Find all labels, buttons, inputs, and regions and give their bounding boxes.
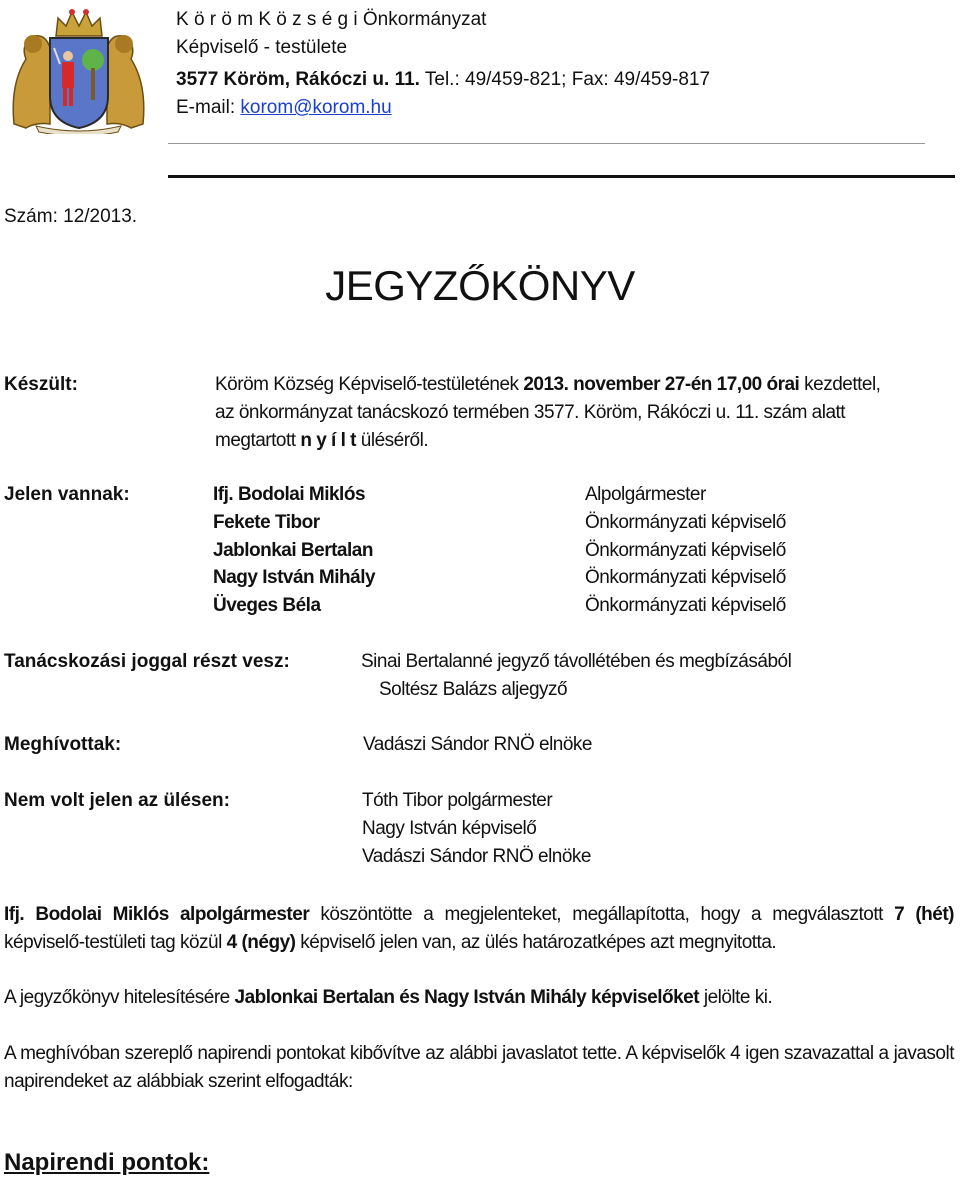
p1-text-b: köszöntötte a megjelenteket, megállapította, hogy a megválasztott (309, 904, 895, 925)
paragraph-agenda-vote: A meghívóban szereplő napirendi pontokat kibővítve az alábbi javaslatot tette. A képviselők 4 igen szavazattal a javasolt napirendeket az alábbiak szerint elfogadták: (4, 1043, 954, 1092)
p2-text-c: jelölte ki. (699, 987, 773, 1008)
meeting-datetime: 2013. november 27-én 17,00 órai (523, 374, 800, 395)
absent-item: Nagy István képviselő (362, 818, 537, 839)
absent-item: Tóth Tibor polgármester (362, 790, 553, 811)
p2-text-a: A jegyzőkönyv hitelesítésére (4, 987, 235, 1008)
agenda-heading: Napirendi pontok: (4, 1149, 210, 1176)
absent-item: Vadászi Sándor RNÖ elnöke (362, 846, 591, 867)
meeting-type: n y í l t (300, 430, 357, 451)
email-link[interactable]: korom@korom.hu (240, 97, 392, 118)
p1-bold-a: Ifj. Bodolai Miklós alpolgármester (4, 904, 310, 925)
document-title: JEGYZŐKÖNYV (325, 262, 635, 309)
keszult-line-1 (215, 374, 880, 396)
keszult-line-3 (215, 430, 428, 452)
member-name: Üveges Béla (213, 595, 321, 616)
nemvolt-label: Nem volt jelen az ülésen: (4, 790, 230, 811)
p1-bold-e: 4 (négy) (226, 932, 296, 953)
keszult-line-3b: üléséről. (356, 430, 429, 451)
tanacskozasi-line-2: Soltész Balázs aljegyző (379, 679, 568, 700)
meghivottak-label: Meghívottak: (4, 734, 122, 755)
jelen-label: Jelen vannak: (4, 484, 130, 505)
letterhead-email (176, 94, 392, 122)
member-name: Ifj. Bodolai Miklós (213, 484, 366, 505)
keszult-line-1b: kezdettel, (799, 374, 881, 395)
address-bold: 3577 Köröm, Rákóczi u. 11. (176, 69, 420, 90)
member-name: Fekete Tibor (213, 512, 320, 533)
p1-text-f: képviselő jelen van, az ülés határozatképes azt megnyitotta. (295, 932, 777, 953)
paragraph-opening (4, 901, 954, 957)
keszult-line-3a: megtartott (215, 430, 301, 451)
member-role: Önkormányzati képviselő (585, 512, 786, 533)
letterhead-address (176, 66, 710, 94)
member-name: Nagy István Mihály (213, 567, 376, 588)
member-role: Önkormányzati képviselő (585, 595, 786, 616)
tanacskozasi-line-1: Sinai Bertalanné jegyző távollétében és megbízásából (361, 651, 792, 672)
member-role: Alpolgármester (585, 484, 706, 505)
member-role: Önkormányzati képviselő (585, 540, 786, 561)
tanacskozasi-label: Tanácskozási joggal részt vesz: (4, 651, 290, 672)
meghivottak-value: Vadászi Sándor RNÖ elnöke (363, 734, 592, 755)
member-role: Önkormányzati képviselő (585, 567, 786, 588)
keszult-line-1a: Köröm Község Képviselő-testületének (215, 374, 524, 395)
header-divider-thick (168, 175, 955, 178)
keszult-line-2: az önkormányzat tanácskozó termében 3577. Köröm, Rákóczi u. 11. szám alatt (215, 402, 846, 423)
letterhead-body-name: Képviselő - testülete (176, 37, 348, 58)
municipal-coat-of-arms-icon (6, 4, 151, 134)
p2-bold-b: Jablonkai Bertalan és Nagy István Mihály képviselőket (234, 987, 700, 1008)
email-label: E-mail: (176, 97, 241, 118)
letterhead-municipality-name: K ö r ö m K ö z s é g i Önkormányzat (176, 9, 487, 30)
p1-text-d: képviselő-testületi tag közül (4, 932, 227, 953)
keszult-label: Készült: (4, 374, 78, 395)
header-divider-thin (168, 143, 925, 144)
p1-bold-c: 7 (hét) (894, 904, 954, 925)
paragraph-authentication (4, 984, 954, 1012)
member-name: Jablonkai Bertalan (213, 540, 373, 561)
document-number: Szám: 12/2013. (4, 206, 138, 227)
address-contact: Tel.: 49/459-821; Fax: 49/459-817 (419, 69, 711, 90)
